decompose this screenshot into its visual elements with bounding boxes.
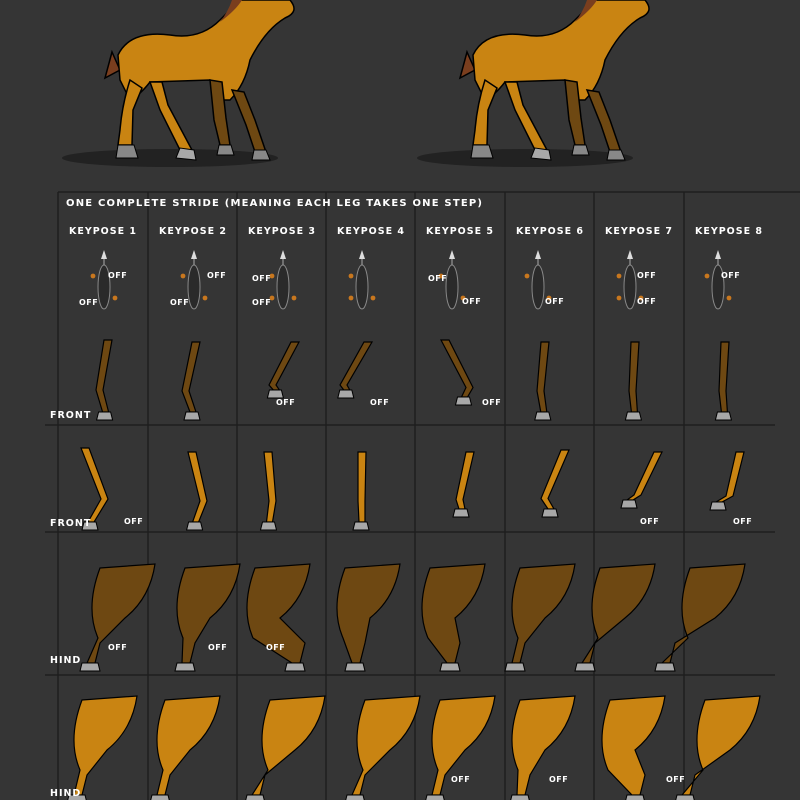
foot-dot xyxy=(525,274,530,279)
off-label: OFF xyxy=(549,775,569,784)
off-label: OFF xyxy=(545,297,565,306)
keypose-label: KEYPOSE 2 xyxy=(158,226,228,237)
front-leg xyxy=(453,452,474,517)
front-leg xyxy=(338,342,372,398)
off-label: OFF xyxy=(79,298,99,307)
stride-grid xyxy=(45,192,800,800)
direction-arrow xyxy=(715,250,721,259)
horse-illustration xyxy=(460,0,649,160)
front-leg xyxy=(541,450,569,517)
off-label: OFF xyxy=(428,274,448,283)
hind-leg xyxy=(675,696,760,800)
keypose-label: KEYPOSE 7 xyxy=(604,226,674,237)
hind-leg xyxy=(602,696,665,800)
front-leg xyxy=(441,340,473,405)
row-label: FRONT xyxy=(50,410,92,421)
front-leg xyxy=(353,452,369,530)
front-leg xyxy=(182,342,200,420)
keypose-label: KEYPOSE 4 xyxy=(336,226,406,237)
keypose-label: KEYPOSE 1 xyxy=(68,226,138,237)
hind-leg xyxy=(422,564,485,671)
stride-oval xyxy=(356,265,368,309)
off-label: OFF xyxy=(370,398,390,407)
front-leg xyxy=(261,452,277,530)
off-label: OFF xyxy=(266,643,286,652)
hind-leg xyxy=(245,696,325,800)
row-label: HIND xyxy=(50,655,82,666)
direction-arrow xyxy=(449,250,455,259)
keypose-label: KEYPOSE 8 xyxy=(694,226,764,237)
off-label: OFF xyxy=(252,298,272,307)
off-label: OFF xyxy=(108,643,128,652)
off-label: OFF xyxy=(482,398,502,407)
off-label: OFF xyxy=(721,271,741,280)
off-label: OFF xyxy=(276,398,296,407)
foot-dot xyxy=(203,296,208,301)
foot-dot xyxy=(371,296,376,301)
stride-oval xyxy=(532,265,544,309)
foot-dot xyxy=(727,296,732,301)
stride-oval xyxy=(446,265,458,309)
off-label: OFF xyxy=(640,517,660,526)
hind-leg xyxy=(345,696,420,800)
keypose-label: KEYPOSE 6 xyxy=(515,226,585,237)
front-leg xyxy=(715,342,731,420)
foot-dot xyxy=(349,274,354,279)
off-label: OFF xyxy=(451,775,471,784)
front-leg xyxy=(621,452,662,508)
keypose-label: KEYPOSE 5 xyxy=(425,226,495,237)
direction-arrow xyxy=(280,250,286,259)
keypose-label: KEYPOSE 3 xyxy=(247,226,317,237)
row-label: FRONT xyxy=(50,518,92,529)
direction-arrow xyxy=(535,250,541,259)
off-label: OFF xyxy=(252,274,272,283)
off-label: OFF xyxy=(207,271,227,280)
foot-dot xyxy=(617,274,622,279)
front-leg xyxy=(710,452,744,510)
front-leg xyxy=(96,340,113,420)
horse-shadow xyxy=(62,149,278,167)
front-leg xyxy=(187,452,207,530)
foot-dot xyxy=(349,296,354,301)
horse-shadow xyxy=(417,149,633,167)
off-label: OFF xyxy=(124,517,144,526)
row-label: HIND xyxy=(50,788,82,799)
horse-illustration xyxy=(105,0,294,160)
hind-leg xyxy=(510,696,575,800)
hind-leg xyxy=(80,564,155,671)
hind-leg xyxy=(175,564,240,671)
hind-leg xyxy=(505,564,575,671)
front-leg xyxy=(535,342,551,420)
hind-leg xyxy=(150,696,220,800)
off-label: OFF xyxy=(637,297,657,306)
foot-dot xyxy=(113,296,118,301)
hind-leg xyxy=(575,564,655,671)
hind-leg xyxy=(425,696,495,800)
hind-leg xyxy=(247,564,310,671)
direction-arrow xyxy=(627,250,633,259)
direction-arrow xyxy=(101,250,107,259)
off-label: OFF xyxy=(108,271,128,280)
stride-oval xyxy=(277,265,289,309)
direction-arrow xyxy=(359,250,365,259)
front-leg xyxy=(625,342,641,420)
foot-dot xyxy=(91,274,96,279)
foot-dot xyxy=(617,296,622,301)
direction-arrow xyxy=(191,250,197,259)
foot-dot xyxy=(705,274,710,279)
off-label: OFF xyxy=(666,775,686,784)
off-label: OFF xyxy=(733,517,753,526)
off-label: OFF xyxy=(170,298,190,307)
stride-oval xyxy=(188,265,200,309)
off-label: OFF xyxy=(462,297,482,306)
front-leg xyxy=(267,342,299,398)
leg-drawings xyxy=(67,340,760,800)
sheet-title: ONE COMPLETE STRIDE (MEANING EACH LEG TAKES ONE STEP) xyxy=(66,198,484,209)
off-label: OFF xyxy=(208,643,228,652)
hind-leg xyxy=(337,564,400,671)
foot-dot xyxy=(292,296,297,301)
off-label: OFF xyxy=(637,271,657,280)
hind-leg xyxy=(67,696,137,800)
stride-oval xyxy=(624,265,636,309)
foot-dot xyxy=(181,274,186,279)
hind-leg xyxy=(655,564,745,671)
